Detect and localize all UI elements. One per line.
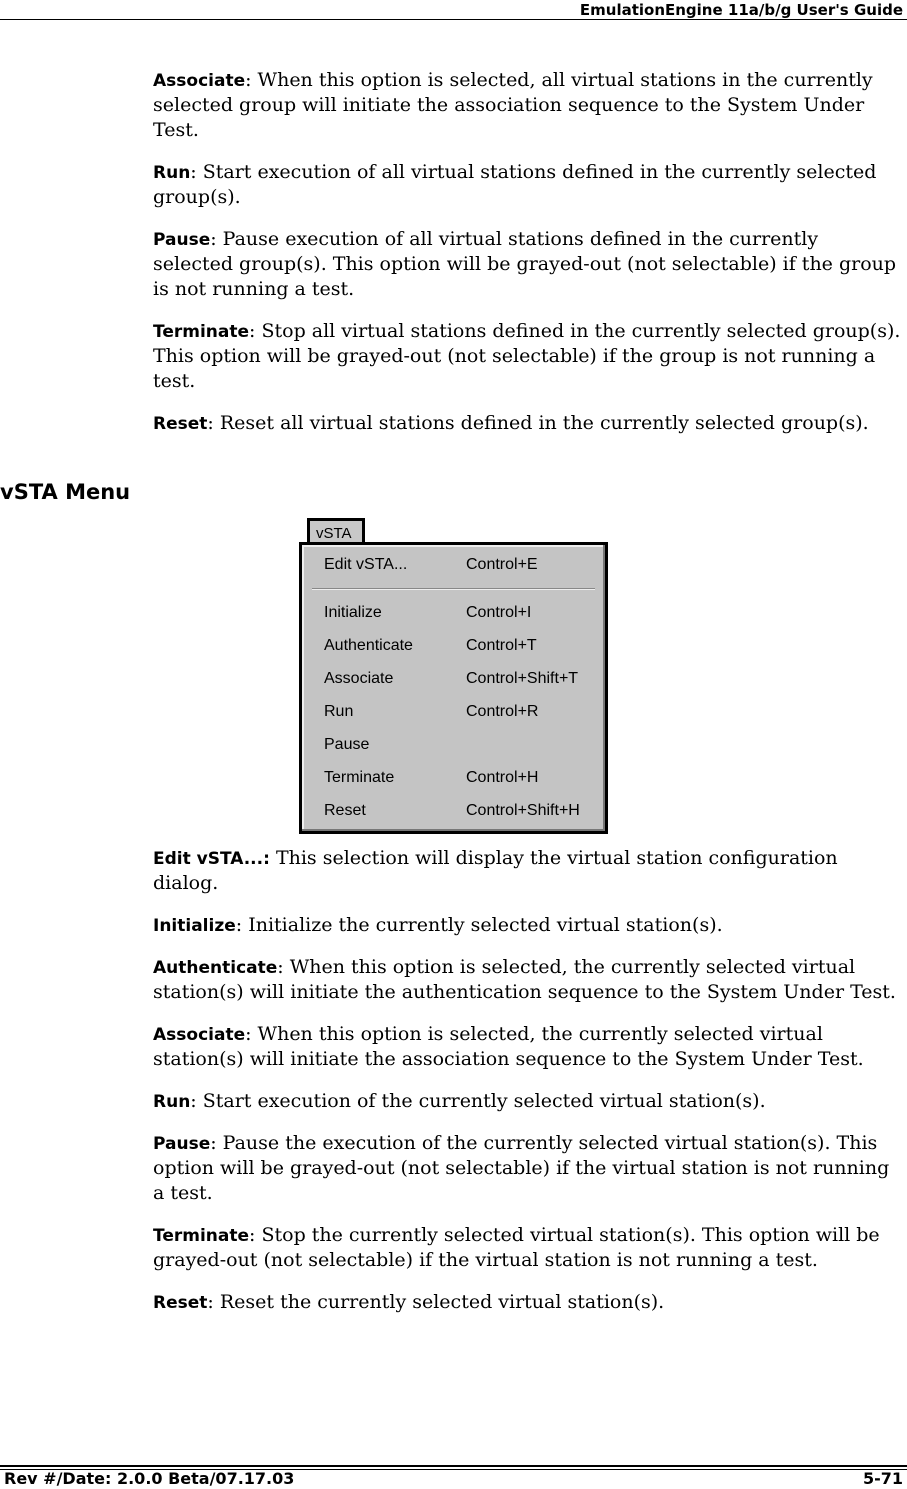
menu-item-run[interactable]: Run Control+R <box>324 703 539 720</box>
menu-item-reset[interactable]: Reset Control+Shift+H <box>324 802 580 819</box>
section-heading: vSTA Menu <box>0 480 131 504</box>
vsta-menu-descriptions <box>153 846 903 1332</box>
menu-item-edit-vsta[interactable]: Edit vSTA... Control+E <box>324 556 538 573</box>
menu-item-initialize[interactable]: Initialize Control+I <box>324 604 532 621</box>
group-menu-descriptions <box>153 68 903 453</box>
desc-edit-vsta: Edit vSTA...: This selection will display the virtual station configuration dialog. <box>153 847 838 894</box>
desc-pause: Pause: Pause execution of all virtual stations defined in the currently selected group(s). This option will be grayed-out (not selectable) if the group is not running a test. <box>153 228 897 300</box>
desc-initialize: Initialize: Initialize the currently selected virtual station(s). <box>153 914 723 936</box>
menu-item-authenticate[interactable]: Authenticate Control+T <box>324 637 537 654</box>
menu-item-terminate[interactable]: Terminate Control+H <box>324 769 539 786</box>
header-rule <box>0 19 907 20</box>
desc-terminate: Terminate: Stop the currently selected virtual station(s). This option will be grayed-out (not selectable) if the virtual station is not running a test. <box>153 1224 880 1271</box>
desc-pause: Pause: Pause the execution of the currently selected virtual station(s). This option will be grayed-out (not selectable) if the virtual station is not running a test. <box>153 1132 890 1204</box>
desc-reset: Reset: Reset the currently selected virtual station(s). <box>153 1291 665 1313</box>
page-header-title: EmulationEngine 11a/b/g User's Guide <box>579 1 903 19</box>
desc-terminate: Terminate: Stop all virtual stations defined in the currently selected group(s). This option will be grayed-out (not selectable) if the group is not running a test. <box>153 320 901 392</box>
menu-tab-vsta[interactable]: vSTA <box>307 518 365 544</box>
vsta-menu-screenshot <box>299 518 608 834</box>
desc-run: Run: Start execution of all virtual stations defined in the currently selected group(s). <box>153 161 877 208</box>
desc-reset: Reset: Reset all virtual stations defined in the currently selected group(s). <box>153 412 869 434</box>
vsta-dropdown-menu <box>299 542 608 834</box>
desc-associate: Associate: When this option is selected, the currently selected virtual station(s) will initiate the association sequence to the System Under Test. <box>153 1023 864 1070</box>
menu-item-associate[interactable]: Associate Control+Shift+T <box>324 670 579 687</box>
desc-authenticate: Authenticate: When this option is selected, the currently selected virtual station(s) will initiate the authentication sequence to the System Under Test. <box>153 956 896 1003</box>
desc-run: Run: Start execution of the currently selected virtual station(s). <box>153 1090 766 1112</box>
footer-revision: Rev #/Date: 2.0.0 Beta/07.17.03 <box>4 1469 295 1488</box>
menu-item-pause[interactable]: Pause <box>324 736 370 753</box>
desc-associate: Associate: When this option is selected, all virtual stations in the currently selected group will initiate the association sequence to the System Under Test. <box>153 69 873 141</box>
footer-page-number: 5-71 <box>862 1469 903 1488</box>
menu-separator <box>312 588 595 590</box>
